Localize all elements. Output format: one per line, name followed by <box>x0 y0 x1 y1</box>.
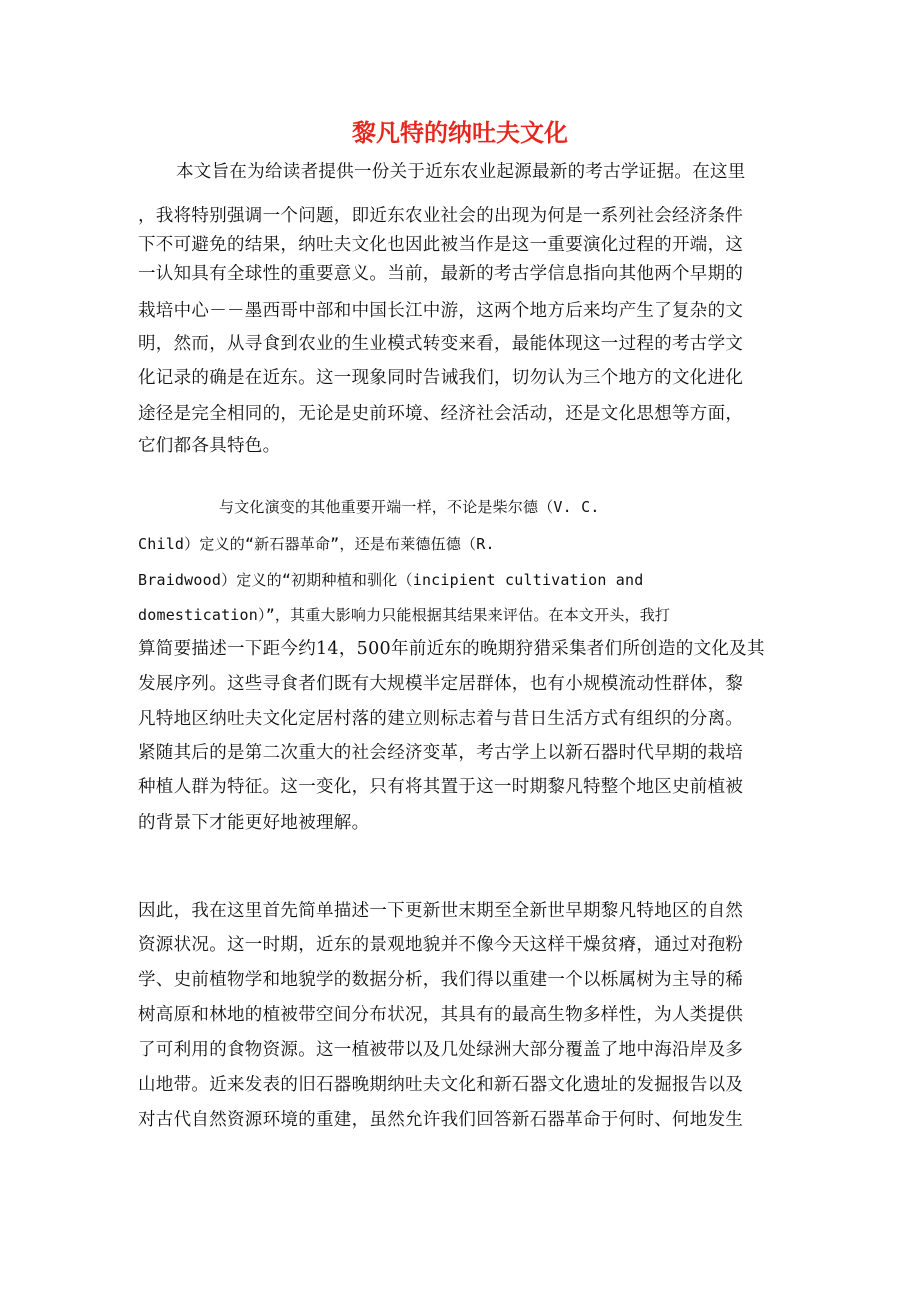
text-line: 化记录的确是在近东。这一现象同时告诫我们，切勿认为三个地方的文化进化 <box>138 368 744 388</box>
text-line: 一认知具有全球性的重要意义。当前，最新的考古学信息指向其他两个早期的 <box>138 264 744 284</box>
text-line: 紧随其后的是第二次重大的社会经济变革，考古学上以新石器时代早期的栽培 <box>138 743 744 763</box>
text-line: Child）定义的“新石器革命”，还是布莱德伍德（R. <box>138 535 495 553</box>
page-title: 黎凡特的纳吐夫文化 <box>352 119 568 147</box>
text-line: 发展序列。这些寻食者们既有大规模半定居群体，也有小规模流动性群体，黎 <box>138 674 744 694</box>
text-line: 下不可避免的结果，纳吐夫文化也因此被当作是这一重要演化过程的开端，这 <box>138 235 744 255</box>
text-line: 算简要描述一下距今约14，500年前近东的晚期狩猎采集者们所创造的文化及其 <box>138 639 765 659</box>
text-line: 明，然而，从寻食到农业的生业模式转变来看，最能体现这一过程的考古学文 <box>138 334 744 354</box>
text-line: 资源状况。这一时期，近东的景观地貌并不像今天这样干燥贫瘠，通过对孢粉 <box>138 935 744 955</box>
text-line: 途径是完全相同的，无论是史前环境、经济社会活动，还是文化思想等方面， <box>138 404 744 424</box>
text-line: domestication）”，其重大影响力只能根据其结果来评估。在本文开头，我打 <box>138 606 671 624</box>
text-line: 对古代自然资源环境的重建，虽然允许我们回答新石器革命于何时、何地发生 <box>138 1110 744 1130</box>
text-line: 栽培中心－－墨西哥中部和中国长江中游，这两个地方后来均产生了复杂的文 <box>138 301 744 321</box>
text-line: Braidwood）定义的“初期种植和驯化（incipient cultivation and <box>138 571 644 589</box>
text-line: 种植人群为特征。这一变化，只有将其置于这一时期黎凡特整个地区史前植被 <box>138 777 744 797</box>
text-line: 它们都各具特色。 <box>138 436 281 456</box>
text-line: 了可利用的食物资源。这一植被带以及几处绿洲大部分覆盖了地中海沿岸及多 <box>138 1040 744 1060</box>
text-line: 本文旨在为给读者提供一份关于近东农业起源最新的考古学证据。在这里 <box>176 162 746 182</box>
text-line: 学、史前植物学和地貌学的数据分析，我们得以重建一个以栎属树为主导的稀 <box>138 970 744 990</box>
text-line: 的背景下才能更好地被理解。 <box>138 813 370 833</box>
text-line: 凡特地区纳吐夫文化定居村落的建立则标志着与昔日生活方式有组织的分离。 <box>138 709 744 729</box>
text-line: 树高原和林地的植被带空间分布状况，其具有的最高生物多样性，为人类提供 <box>138 1005 744 1025</box>
text-line: 山地带。近来发表的旧石器晚期纳吐夫文化和新石器文化遗址的发掘报告以及 <box>138 1075 744 1095</box>
text-line: 与文化演变的其他重要开端一样，不论是柴尔德（V. C. <box>219 498 600 516</box>
text-line: 因此，我在这里首先简单描述一下更新世末期至全新世早期黎凡特地区的自然 <box>138 901 744 921</box>
text-line: ，我将特别强调一个问题，即近东农业社会的出现为何是一系列社会经济条件 <box>138 206 744 226</box>
